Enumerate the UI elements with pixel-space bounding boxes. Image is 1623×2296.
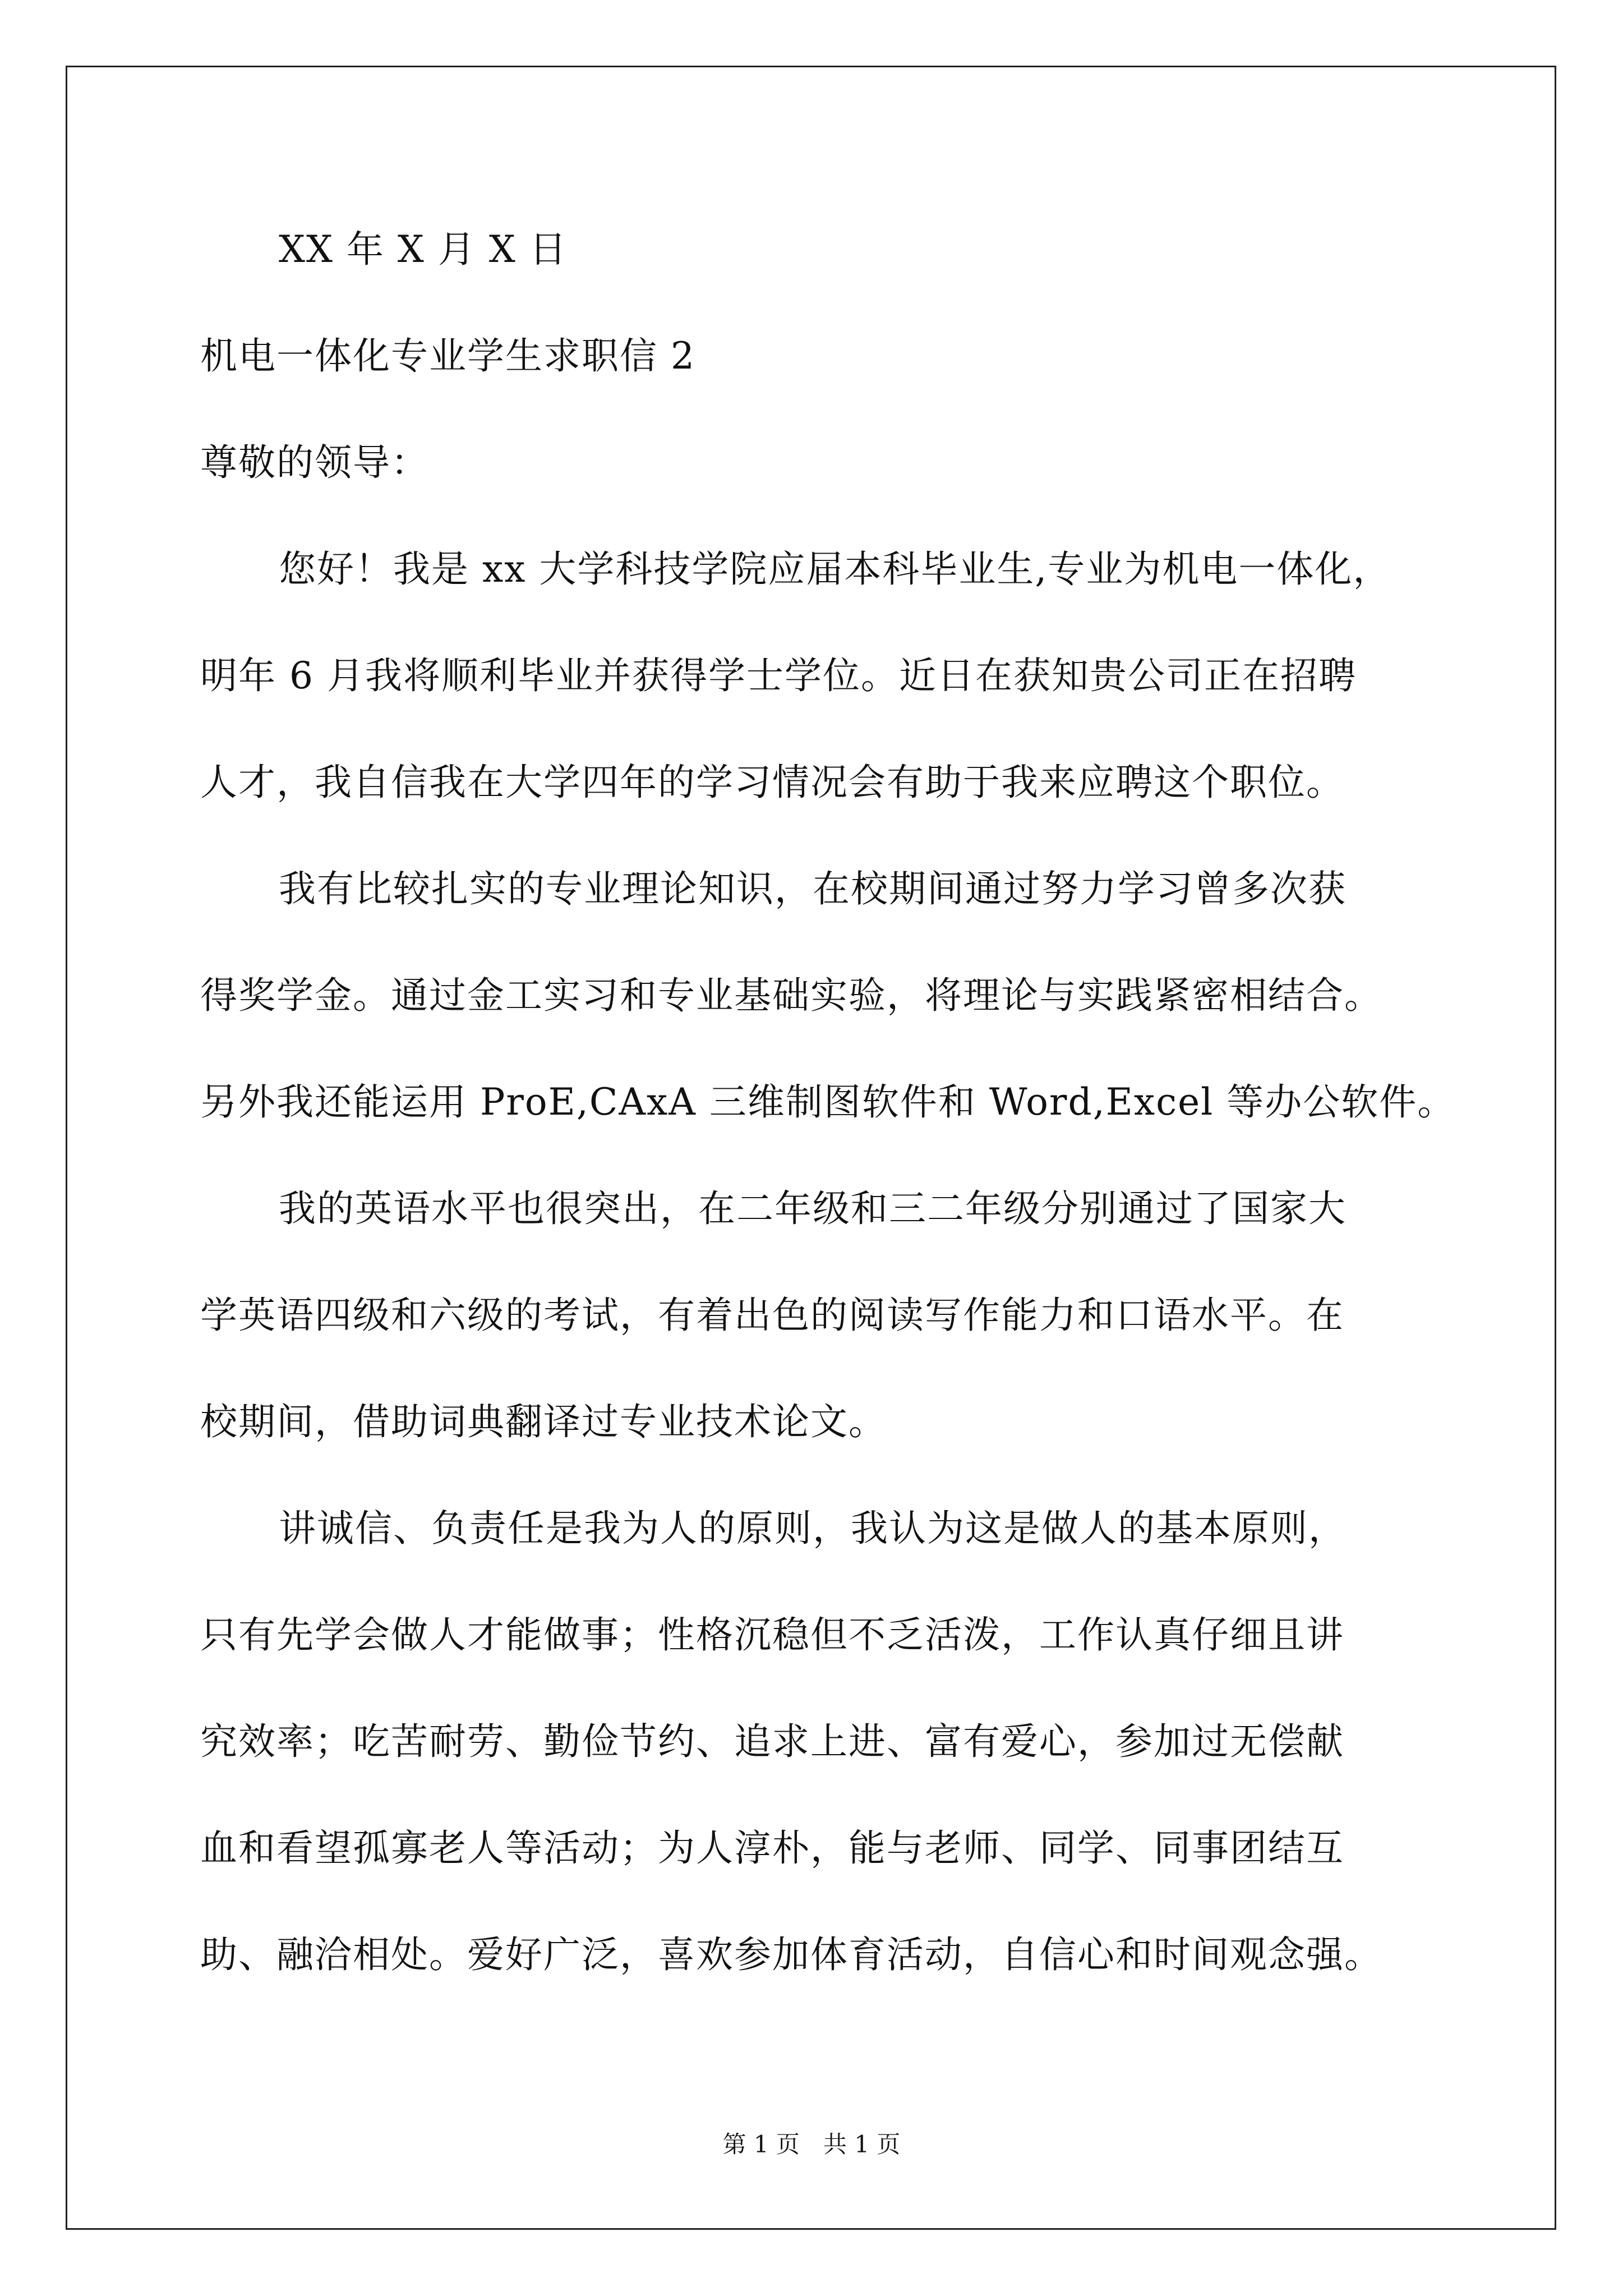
paragraph-1-line-1: 您好！我是 xx 大学科技学院应届本科毕业生,专业为机电一体化， xyxy=(279,547,1391,591)
paragraph-2-line-3: 另外我还能运用 ProE,CAxA 三维制图软件和 Word,Excel 等办公软件。 xyxy=(200,1080,1456,1124)
paragraph-3-line-3: 校期间，借助词典翻译过专业技术论文。 xyxy=(200,1400,887,1443)
paragraph-4-line-5: 助、融洽相处。爱好广泛，喜欢参加体育活动，自信心和时间观念强。 xyxy=(200,1933,1382,1976)
paragraph-1-line-3: 人才，我自信我在大学四年的学习情况会有助于我来应聘这个职位。 xyxy=(200,761,1344,804)
paragraph-3-line-2: 学英语四级和六级的考试，有着出色的阅读写作能力和口语水平。在 xyxy=(200,1294,1344,1337)
letter-title: 机电一体化专业学生求职信 2 xyxy=(200,334,695,378)
paragraph-4-line-3: 究效率；吃苦耐劳、勤俭节约、追求上进、富有爱心，参加过无偿献 xyxy=(200,1720,1344,1763)
paragraph-4-line-4: 血和看望孤寡老人等活动；为人淳朴，能与老师、同学、同事团结互 xyxy=(200,1826,1344,1870)
paragraph-1-line-2: 明年 6 月我将顺利毕业并获得学士学位。近日在获知贵公司正在招聘 xyxy=(200,654,1357,697)
date-line: XX 年 X 月 X 日 xyxy=(279,228,568,271)
paragraph-4-line-2: 只有先学会做人才能做事；性格沉稳但不乏活泼，工作认真仔细且讲 xyxy=(200,1613,1344,1657)
page-footer: 第 1 页 共 1 页 xyxy=(722,2131,901,2158)
salutation: 尊敬的领导： xyxy=(200,441,429,484)
paragraph-2-line-1: 我有比较扎实的专业理论知识，在校期间通过努力学习曾多次获 xyxy=(279,867,1347,910)
paragraph-4-line-1: 讲诚信、负责任是我为人的原则，我认为这是做人的基本原则， xyxy=(279,1507,1347,1550)
paragraph-2-line-2: 得奖学金。通过金工实习和专业基础实验，将理论与实践紧密相结合。 xyxy=(200,974,1382,1017)
page-border xyxy=(66,66,1556,2230)
paragraph-3-line-1: 我的英语水平也很突出，在二年级和三二年级分别通过了国家大 xyxy=(279,1187,1347,1230)
